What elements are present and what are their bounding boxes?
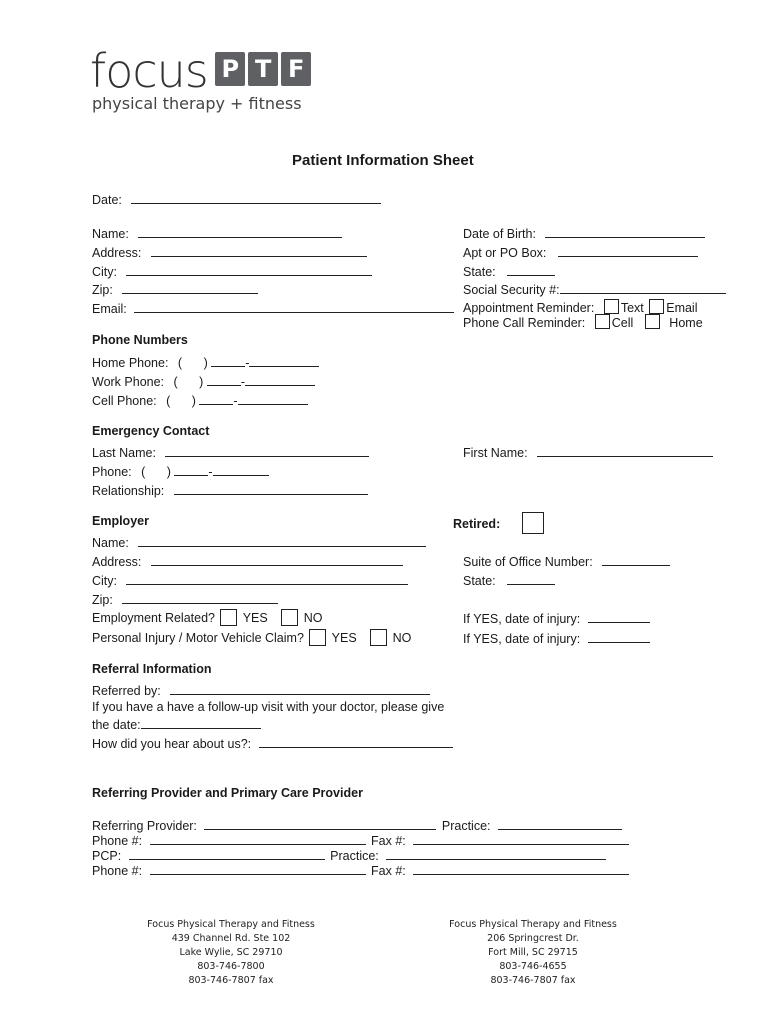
referring-phone-label: Phone #:	[92, 834, 143, 848]
referring-practice-field[interactable]	[498, 816, 622, 830]
dob-label: Date of Birth:	[463, 227, 536, 241]
personal-injury-row	[92, 629, 411, 646]
phone-reminder-row	[463, 314, 703, 330]
home-phone-dash: -	[245, 356, 250, 370]
zip-label: Zip:	[92, 283, 113, 297]
employer-name-field[interactable]	[138, 533, 426, 547]
cell-option-label: Cell	[611, 316, 634, 330]
referred-by-label: Referred by:	[92, 684, 161, 698]
home-phone-row	[92, 353, 319, 370]
pcp-phone-label: Phone #:	[92, 864, 143, 878]
city-row	[92, 262, 372, 279]
city-field[interactable]	[126, 262, 372, 276]
personal-injury-date-label: If YES, date of injury:	[463, 632, 581, 646]
work-phone-open-paren: (	[173, 375, 178, 389]
employer-city-label: City:	[92, 574, 117, 588]
home-phone-open-paren: (	[177, 356, 183, 370]
cell-phone-prefix-field[interactable]	[199, 391, 233, 405]
cell-checkbox[interactable]	[595, 314, 610, 329]
pcp-phone-row	[92, 861, 629, 878]
pcp-phone-field[interactable]	[150, 861, 366, 875]
referring-fax-field[interactable]	[413, 831, 629, 845]
employer-zip-label: Zip:	[92, 593, 113, 607]
employer-address-row	[92, 552, 403, 569]
email-checkbox[interactable]	[649, 299, 664, 314]
employer-suite-row	[463, 552, 670, 569]
cell-phone-label: Cell Phone:	[92, 394, 157, 408]
address-row	[92, 243, 367, 260]
ssn-row	[463, 280, 726, 297]
email-field[interactable]	[134, 299, 454, 313]
address-field[interactable]	[151, 243, 367, 257]
email-row	[92, 299, 454, 316]
cell-phone-row	[92, 391, 308, 408]
email-option-label: Email	[666, 301, 698, 315]
home-phone-prefix-field[interactable]	[211, 353, 245, 367]
footer-phone: 803-746-7800	[197, 961, 265, 972]
appt-reminder-row	[463, 299, 698, 315]
employer-address-field[interactable]	[151, 552, 403, 566]
referred-by-field[interactable]	[170, 681, 430, 695]
logo-letter-p: P	[215, 52, 245, 86]
ssn-field[interactable]	[560, 280, 726, 294]
personal-injury-no-checkbox[interactable]	[370, 629, 387, 646]
footer-address-lake-wylie	[116, 918, 346, 988]
emergency-heading: Emergency Contact	[92, 424, 210, 438]
employer-city-row	[92, 571, 408, 588]
emergency-phone-line-field[interactable]	[213, 462, 269, 476]
work-phone-row	[92, 372, 315, 389]
date-row	[92, 190, 381, 207]
emergency-relationship-row	[92, 481, 368, 498]
employment-related-row	[92, 609, 322, 626]
cell-phone-close-paren: )	[191, 394, 196, 408]
emergency-first-row	[463, 443, 713, 460]
provider-heading: Referring Provider and Primary Care Provider	[92, 786, 363, 800]
emergency-phone-close-paren: )	[166, 465, 171, 479]
employer-city-field[interactable]	[126, 571, 408, 585]
apt-row	[463, 243, 698, 260]
ssn-label: Social Security #:	[463, 283, 560, 297]
employer-zip-row	[92, 590, 278, 607]
retired-label: Retired:	[453, 517, 501, 531]
state-row	[463, 262, 555, 279]
work-phone-dash: -	[240, 375, 245, 389]
hear-label: How did you hear about us?:	[92, 737, 252, 751]
employment-related-yes-checkbox[interactable]	[220, 609, 237, 626]
emergency-last-row	[92, 443, 369, 460]
referring-provider-field[interactable]	[204, 816, 436, 830]
pcp-fax-field[interactable]	[413, 861, 629, 875]
footer-business-name: Focus Physical Therapy and Fitness	[449, 919, 617, 930]
footer-city: Lake Wylie, SC 29710	[179, 947, 283, 958]
referring-provider-label: Referring Provider:	[92, 819, 197, 833]
footer-business-name: Focus Physical Therapy and Fitness	[147, 919, 315, 930]
dob-row	[463, 224, 705, 241]
footer-fax: 803-746-7807 fax	[188, 975, 274, 986]
zip-field[interactable]	[122, 280, 258, 294]
name-label: Name:	[92, 227, 129, 241]
employment-injury-date-label: If YES, date of injury:	[463, 612, 581, 626]
employment-injury-date-row	[463, 609, 650, 626]
logo-word: focus	[90, 44, 208, 98]
home-phone-label: Home Phone:	[92, 356, 169, 370]
hear-row	[92, 734, 453, 751]
employer-zip-field[interactable]	[122, 590, 278, 604]
referring-phone-field[interactable]	[150, 831, 366, 845]
logo-letter-f: F	[281, 52, 311, 86]
referral-heading: Referral Information	[92, 662, 212, 676]
phone-reminder-label: Phone Call Reminder:	[463, 316, 586, 330]
apt-label: Apt or PO Box:	[463, 246, 547, 260]
employer-name-row	[92, 533, 426, 550]
state-label: State:	[463, 265, 496, 279]
retired-row	[453, 512, 546, 534]
followup-date-label: the date:	[92, 718, 141, 732]
emergency-last-label: Last Name:	[92, 446, 156, 460]
home-phone-close-paren: )	[203, 356, 208, 370]
cell-phone-dash: -	[233, 394, 238, 408]
work-phone-close-paren: )	[199, 375, 204, 389]
text-option-label: Text	[620, 301, 644, 315]
dob-field[interactable]	[545, 224, 705, 238]
city-label: City:	[92, 265, 117, 279]
followup-date-field[interactable]	[141, 715, 261, 729]
emergency-phone-open-paren: (	[141, 465, 146, 479]
emergency-phone-dash: -	[208, 465, 213, 479]
footer-city: Fort Mill, SC 29715	[488, 947, 578, 958]
employer-state-label: State:	[463, 574, 496, 588]
employer-suite-field[interactable]	[602, 552, 670, 566]
cell-phone-line-field[interactable]	[238, 391, 308, 405]
name-field[interactable]	[138, 224, 342, 238]
pcp-practice-label: Practice:	[330, 849, 379, 863]
footer-address-fort-mill	[418, 918, 648, 988]
employer-state-row	[463, 571, 555, 588]
employment-related-yes-label: YES	[242, 611, 268, 625]
referring-fax-label: Fax #:	[371, 834, 406, 848]
personal-injury-label: Personal Injury / Motor Vehicle Claim?	[92, 631, 304, 645]
logo-tagline: physical therapy + fitness	[92, 94, 302, 113]
work-phone-prefix-field[interactable]	[207, 372, 241, 386]
emergency-phone-prefix-field[interactable]	[174, 462, 208, 476]
email-label: Email:	[92, 302, 127, 316]
employment-injury-date-field[interactable]	[588, 609, 650, 623]
date-label: Date:	[92, 193, 122, 207]
emergency-first-label: First Name:	[463, 446, 528, 460]
retired-checkbox[interactable]	[522, 512, 544, 534]
employer-suite-label: Suite of Office Number:	[463, 555, 593, 569]
zip-row	[92, 280, 258, 297]
work-phone-label: Work Phone:	[92, 375, 165, 389]
page-title: Patient Information Sheet	[292, 152, 474, 169]
home-option-label: Home	[669, 316, 703, 330]
emergency-last-field[interactable]	[165, 443, 369, 457]
hear-field[interactable]	[259, 734, 453, 748]
state-field[interactable]	[507, 262, 555, 276]
footer-fax: 803-746-7807 fax	[490, 975, 576, 986]
work-phone-line-field[interactable]	[245, 372, 315, 386]
employer-state-field[interactable]	[507, 571, 555, 585]
text-checkbox[interactable]	[604, 299, 619, 314]
employment-related-no-checkbox[interactable]	[281, 609, 298, 626]
personal-injury-date-row	[463, 629, 650, 646]
emergency-phone-label: Phone:	[92, 465, 132, 479]
personal-injury-no-label: NO	[392, 631, 412, 645]
pcp-practice-field[interactable]	[386, 846, 606, 860]
emergency-first-field[interactable]	[537, 443, 713, 457]
employer-name-label: Name:	[92, 536, 129, 550]
home-checkbox[interactable]	[645, 314, 660, 329]
followup-row	[92, 715, 261, 732]
logo	[90, 44, 314, 98]
footer-street: 206 Springcrest Dr.	[487, 933, 579, 944]
emergency-relationship-label: Relationship:	[92, 484, 165, 498]
home-phone-line-field[interactable]	[249, 353, 319, 367]
cell-phone-open-paren: (	[166, 394, 171, 408]
emergency-phone-row	[92, 462, 269, 479]
logo-letter-t: T	[248, 52, 278, 86]
employment-related-label: Employment Related?	[92, 611, 215, 625]
name-row	[92, 224, 342, 241]
appt-reminder-label: Appointment Reminder:	[463, 301, 595, 315]
footer-street: 439 Channel Rd. Ste 102	[171, 933, 291, 944]
employer-heading: Employer	[92, 514, 149, 528]
followup-line-1: If you have a have a follow-up visit with your doctor, please give	[92, 700, 445, 714]
pcp-field[interactable]	[129, 846, 325, 860]
date-field[interactable]	[131, 190, 381, 204]
address-label: Address:	[92, 246, 142, 260]
employer-address-label: Address:	[92, 555, 142, 569]
referred-by-row	[92, 681, 430, 698]
personal-injury-yes-label: YES	[331, 631, 357, 645]
footer-phone: 803-746-4655	[499, 961, 567, 972]
personal-injury-date-field[interactable]	[588, 629, 650, 643]
referring-practice-label: Practice:	[441, 819, 491, 833]
phone-numbers-heading: Phone Numbers	[92, 333, 188, 347]
apt-field[interactable]	[558, 243, 698, 257]
pcp-fax-label: Fax #:	[371, 864, 406, 878]
pcp-label: PCP:	[92, 849, 122, 863]
employment-related-no-label: NO	[303, 611, 323, 625]
emergency-relationship-field[interactable]	[174, 481, 368, 495]
personal-injury-yes-checkbox[interactable]	[309, 629, 326, 646]
